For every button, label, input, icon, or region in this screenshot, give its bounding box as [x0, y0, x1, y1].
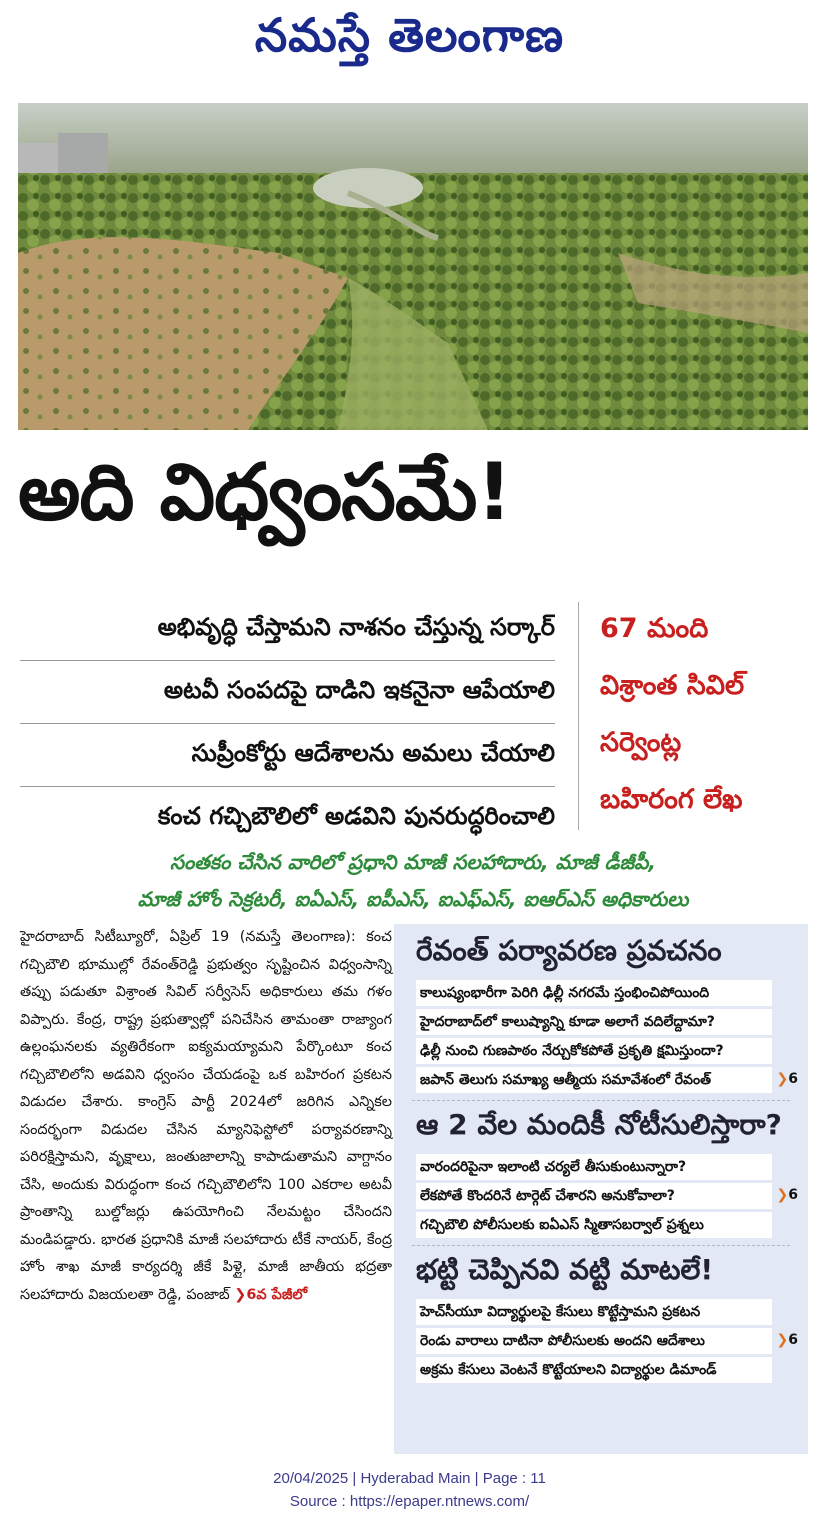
subhead-item: అభివృద్ధి చేస్తామని నాశనం చేస్తున్న సర్కార్	[20, 598, 555, 661]
list-item: రెండు వారాలు దాటినా పోలీసులకు అందని ఆదేశాలు	[416, 1328, 772, 1354]
subhead-item: అటవీ సంపదపై దాడిని ఇకనైనా ఆపేయాలి	[20, 661, 555, 724]
list-item: వారందరిపైనా ఇలాంటి చర్యలే తీసుకుంటున్నారా?	[416, 1154, 772, 1180]
side-count: 67 మంది	[600, 613, 709, 644]
list-item: హైదరాబాద్‌లో కాలుష్యాన్ని కూడా అలాగే వదిలేద్దామా?	[416, 1009, 772, 1035]
arrow-icon: ❯	[776, 1071, 789, 1087]
masthead-logo: నమస్తే తెలంగాణ	[254, 8, 565, 62]
list-item: అక్రమ కేసులు వెంటనే కొట్టేయాలని విద్యార్థుల డిమాండ్	[416, 1357, 772, 1383]
arrow-icon: ❯	[234, 1286, 247, 1303]
divider	[412, 1245, 790, 1247]
section-title: ఆ 2 వేల మందికీ నోటీసులిస్తారా?	[416, 1108, 782, 1141]
article-body	[20, 924, 392, 1309]
side-callout	[600, 600, 810, 828]
side-line: బహిరంగ లేఖ	[600, 784, 743, 815]
arrow-icon: ❯	[776, 1187, 789, 1203]
list-item: హెచ్‌సీయూ విద్యార్థులపై కేసులు కొట్టేస్తామని ప్రకటన	[416, 1299, 772, 1325]
source-link[interactable]: Source : https://epaper.ntnews.com/	[289, 1493, 530, 1510]
list-item: జపాన్ తెలుగు సమాఖ్య ఆత్మీయ సమావేశంలో రేవంత్	[416, 1067, 772, 1093]
headline: అది విధ్వంసమే!	[18, 448, 512, 538]
list-item: కాలుష్యంభారీగా పెరిగి ఢిల్లీ నగరమే స్తంభించిపోయింది	[416, 980, 772, 1006]
subhead-list	[20, 598, 555, 849]
signatories-line: మాజీ హోం సెక్రటరీ, ఐఏఎస్, ఐపీఎస్, ఐఎఫ్ఎస్, ఐఆర్ఎస్ అధికారులు	[137, 887, 689, 911]
list-item: లేకపోతే కొందరినే టార్గెట్ చేశారని అనుకోవాలా?	[416, 1183, 772, 1209]
related-stories-panel	[394, 924, 808, 1454]
page-ref[interactable]: ❯6	[776, 1187, 798, 1203]
section-title: భట్టి చెప్పినవి వట్టి మాటలే!	[416, 1253, 714, 1286]
page-ref[interactable]: ❯6	[776, 1071, 798, 1087]
list-item: ఢిల్లీ నుంచి గుణపాఠం నేర్చుకోకపోతే ప్రకృతి క్షమిస్తుందా?	[416, 1038, 772, 1064]
divider	[412, 1100, 790, 1102]
issue-info: 20/04/2025 | Hyderabad Main | Page : 11	[273, 1470, 546, 1487]
page-footer	[0, 1467, 819, 1513]
subhead-item: కంచ గచ్చిబౌలిలో అడవిని పునరుద్ధరించాలి	[157, 802, 555, 830]
side-line: విశ్రాంత సివిల్	[600, 670, 745, 701]
signatories-note	[18, 844, 808, 918]
column-divider	[578, 602, 579, 830]
list-item: గచ్చిబౌలి పోలీసులకు ఐఏఎస్ స్మితాసబర్వాల్ ప్రశ్నలు	[416, 1212, 772, 1238]
arrow-icon: ❯	[776, 1332, 789, 1348]
side-line: సర్వెంట్ల	[600, 727, 682, 758]
page-ref[interactable]: ❯6	[776, 1332, 798, 1348]
section-title: రేవంత్ పర్యావరణ ప్రవచనం	[416, 934, 722, 967]
subhead-item: సుప్రీంకోర్టు ఆదేశాలను అమలు చేయాలి	[20, 724, 555, 787]
continued-link[interactable]: ❯6వ పేజీలో	[234, 1286, 308, 1303]
signatories-line: సంతకం చేసిన వారిలో ప్రధాని మాజీ సలహాదారు, మాజీ డీజీపీ,	[170, 850, 656, 874]
aerial-forest-photo	[18, 103, 808, 430]
article-text: హైదరాబాద్ సిటీబ్యూరో, ఏప్రిల్ 19 (నమస్తే తెలంగాణ): కంచ గచ్చిబౌలి భూముల్లో రేవంత్‌రెడ్డి ప్రభుత్వం సృష్టించిన విధ్వంసాన్ని తప్పు పడుతూ విశ్రాంత సివిల్ సర్వీసెస్ అధికారులు తమ గళం విప్పారు. కేంద్ర, రాష్ట్ర ప్రభుత్వాల్లో పనిచేసిన తామంతా రాజ్యాంగ ఉల్లంఘనలకు వ్యతిరేకంగా ఐక్యమయ్యామని పేర్కొంటూ కంచ గచ్చిబౌలిలోని అడవిని ధ్వంసం చేయడంపై ఒక బహిరంగ ప్రకటన విడుదల చేశారు. కాంగ్రెస్ పార్టీ 2024లో జరిగిన ఎన్నికల సందర్భంగా విడుదల చేసిన మ్యానిఫెస్టోలో పర్యావరణాన్ని పరిరక్షిస్తామని, వృక్షాలు, జంతుజాలాన్ని కాపాడుతామని వాగ్దానం చేసి, అందుకు విరుద్ధంగా కంచ గచ్చిబౌలిలోని 100 ఎకరాల అటవీ ప్రాంతాన్ని బుల్డోజర్లు ఉపయోగించి నేలమట్టం చేసిందని మండిపడ్డారు. భారత ప్రధానికి మాజీ సలహాదారు టీకే నాయర్, కేంద్ర హోం శాఖ మాజీ కార్యదర్శి జీకే పిళ్లై, మాజీ జాతీయ భద్రతా సలహాదారు విజయలతా రెడ్డి, పంజాబ్	[20, 929, 392, 1303]
